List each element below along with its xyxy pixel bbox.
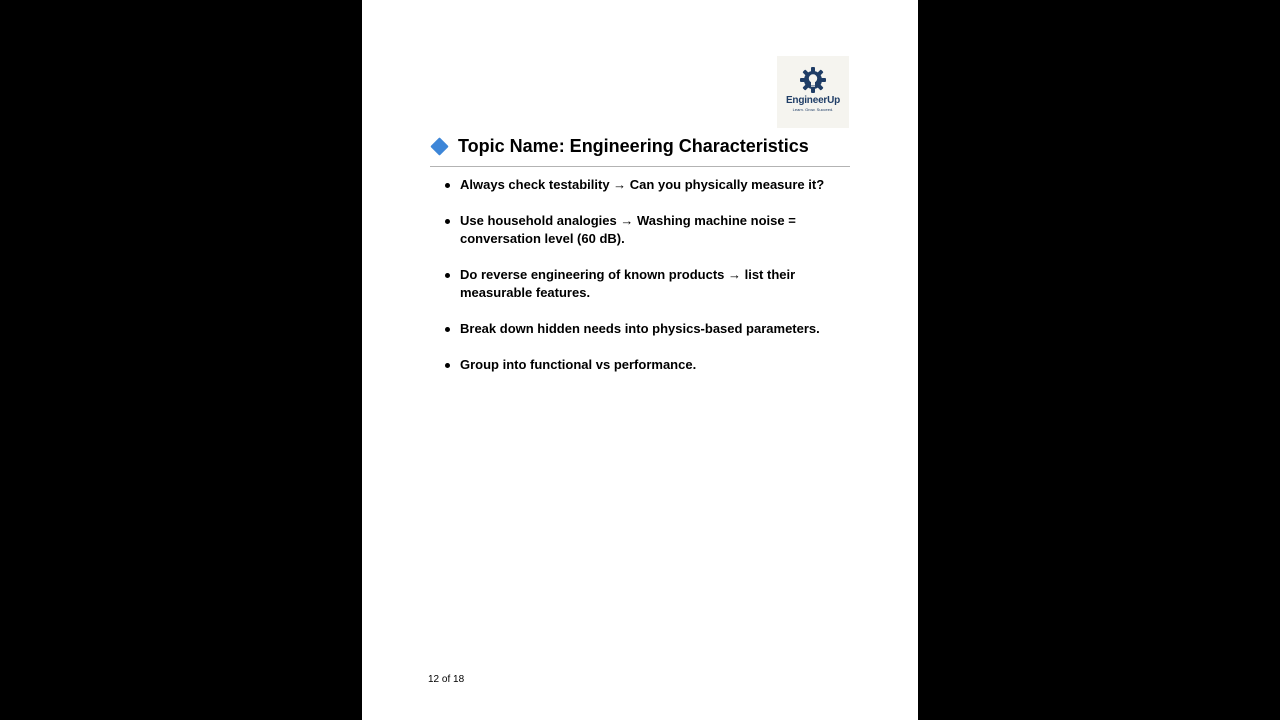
- heading-divider: [430, 166, 850, 167]
- engineerup-logo: [777, 56, 849, 128]
- tips-list: [442, 176, 854, 392]
- logo-name: EngineerUp: [785, 95, 841, 106]
- list-item: [442, 320, 854, 338]
- blue-diamond-icon: [430, 137, 448, 155]
- list-item-text: Do reverse engineering of known products → list their measurable features.: [460, 267, 796, 300]
- list-item: [442, 266, 854, 302]
- list-item: [442, 176, 854, 194]
- list-item-text: Group into functional vs performance.: [460, 357, 697, 372]
- topic-heading: [430, 133, 850, 159]
- document-page: [362, 0, 918, 720]
- bullet-dot-icon: [445, 273, 450, 278]
- list-item-text: Always check testability → Can you physically measure it?: [460, 177, 825, 192]
- heading-text: Topic Name: Engineering Characteristics: [458, 135, 809, 156]
- bullet-dot-icon: [445, 327, 450, 332]
- list-item-text: Use household analogies → Washing machine noise = conversation level (60 dB).: [460, 213, 796, 246]
- gear-lightbulb-icon: [799, 66, 827, 94]
- bullet-dot-icon: [445, 219, 450, 224]
- logo-tagline: Learn. Grow. Succeed.: [792, 107, 834, 112]
- list-item: [442, 356, 854, 374]
- page-number: 12 of 18: [428, 674, 465, 685]
- bullet-dot-icon: [445, 183, 450, 188]
- bullet-dot-icon: [445, 363, 450, 368]
- list-item-text: Break down hidden needs into physics-based parameters.: [460, 321, 820, 336]
- list-item: [442, 212, 854, 248]
